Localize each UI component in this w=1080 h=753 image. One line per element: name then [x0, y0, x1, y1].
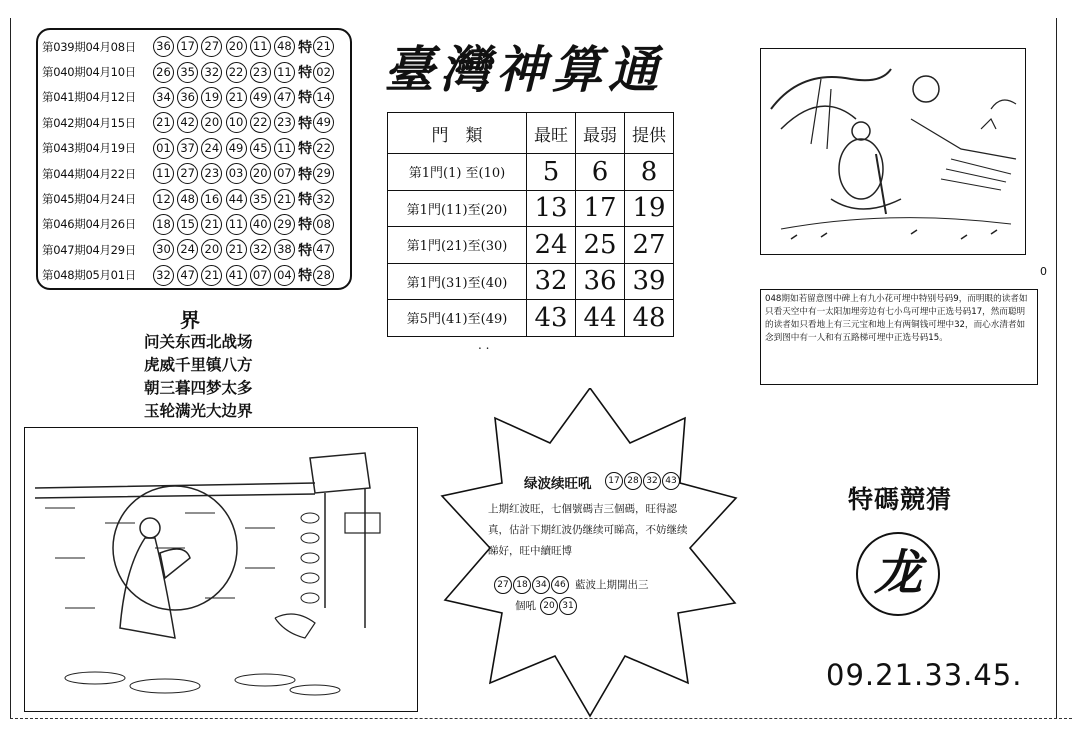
header-hottest: 最旺	[527, 113, 576, 154]
table-row	[388, 154, 674, 191]
table-row	[388, 263, 674, 300]
number-ball: 12	[153, 189, 174, 210]
special-number-ball: 14	[313, 87, 334, 108]
period-label: 第039期04月08日	[42, 39, 136, 54]
number-ball: 40	[250, 214, 271, 235]
number-ball: 30	[153, 239, 174, 260]
number-group-table	[387, 112, 674, 337]
special-label: 特	[298, 268, 313, 285]
row-weakest: 17	[576, 190, 625, 227]
number-ball: 21	[226, 87, 247, 108]
guess-numbers: 09.21.33.45.	[826, 658, 1023, 692]
number-ball: 41	[226, 265, 247, 286]
number-ball: 34	[153, 87, 174, 108]
number-ball: 21	[226, 239, 247, 260]
number-ball: 19	[201, 87, 222, 108]
number-ball: 15	[177, 214, 198, 235]
number-ball: 20	[540, 597, 558, 615]
number-ball: 35	[250, 189, 271, 210]
star-title: 绿波续旺吼	[524, 476, 592, 492]
period-label: 第045期04月24日	[42, 192, 136, 207]
period-label: 第040期04月10日	[42, 65, 136, 80]
row-hottest: 32	[527, 263, 576, 300]
number-ball: 35	[177, 62, 198, 83]
table-row	[388, 190, 674, 227]
poem-line: 朝三暮四梦太多	[144, 378, 253, 397]
row-hottest: 5	[527, 154, 576, 191]
number-ball: 03	[226, 163, 247, 184]
history-row	[42, 136, 350, 161]
row-hottest: 13	[527, 190, 576, 227]
row-hottest: 43	[527, 300, 576, 337]
special-number-ball: 02	[313, 62, 334, 83]
number-ball: 26	[153, 62, 174, 83]
number-ball: 22	[226, 62, 247, 83]
number-ball: 16	[201, 189, 222, 210]
history-row	[42, 59, 350, 84]
table-row	[388, 227, 674, 264]
number-ball: 32	[201, 62, 222, 83]
number-ball: 11	[274, 62, 295, 83]
number-ball: 01	[153, 138, 174, 159]
special-number-ball: 47	[313, 239, 334, 260]
special-label: 特	[298, 192, 313, 209]
number-ball: 11	[226, 214, 247, 235]
row-offered: 27	[625, 227, 674, 264]
number-ball: 21	[153, 112, 174, 133]
number-ball: 23	[274, 112, 295, 133]
star-balls-blue	[540, 595, 578, 615]
number-ball: 38	[274, 239, 295, 260]
number-ball: 20	[226, 36, 247, 57]
star-text-blue: 藍波上期開出三	[575, 579, 649, 591]
number-ball: 17	[177, 36, 198, 57]
number-ball: 20	[250, 163, 271, 184]
dots-mark: . .	[478, 338, 490, 352]
period-label: 第047期04月29日	[42, 242, 136, 257]
number-ball: 45	[250, 138, 271, 159]
special-guess-title: 特碼競猜	[848, 485, 953, 514]
history-row	[42, 263, 350, 288]
number-ball: 27	[494, 576, 512, 594]
period-label: 第043期04月19日	[42, 141, 136, 156]
number-ball: 46	[551, 576, 569, 594]
bottom-dashed-line	[10, 718, 1072, 719]
number-ball: 18	[153, 214, 174, 235]
header-category: 門 類	[388, 113, 527, 154]
special-number-ball: 08	[313, 214, 334, 235]
number-ball: 44	[226, 189, 247, 210]
table-row	[388, 300, 674, 337]
number-ball: 34	[532, 576, 550, 594]
poem-line: 虎威千里镇八方	[144, 355, 253, 374]
number-ball: 48	[177, 189, 198, 210]
row-weakest: 25	[576, 227, 625, 264]
number-ball: 07	[250, 265, 271, 286]
period-label: 第042期04月15日	[42, 115, 136, 130]
history-row	[42, 186, 350, 211]
period-label: 第048期05月01日	[42, 268, 136, 283]
poem-line: 玉轮满光大边界	[144, 401, 253, 420]
number-ball: 24	[201, 138, 222, 159]
number-ball: 21	[201, 265, 222, 286]
number-ball: 43	[662, 472, 680, 490]
row-label: 第1門(1) 至(10)	[388, 154, 527, 191]
number-ball: 22	[250, 112, 271, 133]
row-hottest: 24	[527, 227, 576, 264]
number-ball: 49	[226, 138, 247, 159]
number-ball: 47	[177, 265, 198, 286]
number-ball: 36	[153, 36, 174, 57]
number-ball: 11	[274, 138, 295, 159]
number-ball: 20	[201, 112, 222, 133]
number-ball: 07	[274, 163, 295, 184]
wall-illustration	[24, 427, 418, 712]
special-label: 特	[298, 217, 313, 234]
special-number-ball: 22	[313, 138, 334, 159]
history-row	[42, 161, 350, 186]
period-label: 第044期04月22日	[42, 166, 136, 181]
zodiac-circle: 龙	[856, 532, 940, 616]
number-ball: 04	[274, 265, 295, 286]
number-ball: 11	[153, 163, 174, 184]
page-title: 臺灣神算通	[384, 40, 664, 99]
number-ball: 21	[274, 189, 295, 210]
star-balls-red	[494, 574, 570, 594]
row-label: 第1門(31)至(40)	[388, 263, 527, 300]
number-ball: 49	[250, 87, 271, 108]
draw-history-box	[36, 28, 352, 290]
row-weakest: 44	[576, 300, 625, 337]
row-offered: 39	[625, 263, 674, 300]
number-ball: 11	[250, 36, 271, 57]
number-ball: 23	[250, 62, 271, 83]
star-text: 上期红波旺，七個號碼吉三個碼，旺得認真，估計下期红波仍继续可睇高，不妨继续睇好，旺中續旺博	[488, 503, 688, 557]
row-offered: 48	[625, 300, 674, 337]
number-ball: 27	[177, 163, 198, 184]
hint-description: 048期如若留意图中碑上有九小花可埋中特别号码9，而明眼的读者如只看天空中有一太阳加埋旁边有七小鸟可埋中正选号码17，然而聪明的读者如只看地上有三元宝和地上有两铜钱可埋中32，而心水清者如念到图中有一人和有五路梯可埋中正选号码15。	[760, 289, 1038, 385]
table-header-row	[388, 113, 674, 154]
special-label: 特	[298, 141, 313, 158]
history-row	[42, 34, 350, 59]
sage-illustration	[760, 48, 1026, 255]
row-label: 第1門(11)至(20)	[388, 190, 527, 227]
number-ball: 20	[201, 239, 222, 260]
row-label: 第5門(41)至(49)	[388, 300, 527, 337]
special-number-ball: 21	[313, 36, 334, 57]
number-ball: 36	[177, 87, 198, 108]
number-ball: 21	[201, 214, 222, 235]
star-text-blue-end: 個吼	[515, 600, 536, 612]
special-number-ball: 29	[313, 163, 334, 184]
number-ball: 42	[177, 112, 198, 133]
number-ball: 32	[250, 239, 271, 260]
period-label: 第041期04月12日	[42, 90, 136, 105]
row-offered: 19	[625, 190, 674, 227]
row-offered: 8	[625, 154, 674, 191]
history-row	[42, 237, 350, 262]
star-balls-green	[605, 470, 681, 490]
number-ball: 18	[513, 576, 531, 594]
special-label: 特	[298, 65, 313, 82]
number-ball: 10	[226, 112, 247, 133]
edge-mark: 0	[1040, 265, 1047, 278]
number-ball: 24	[177, 239, 198, 260]
number-ball: 48	[274, 36, 295, 57]
header-weakest: 最弱	[576, 113, 625, 154]
number-ball: 29	[274, 214, 295, 235]
history-row	[42, 110, 350, 135]
special-label: 特	[298, 39, 313, 56]
row-weakest: 6	[576, 154, 625, 191]
special-label: 特	[298, 115, 313, 132]
special-label: 特	[298, 242, 313, 259]
number-ball: 17	[605, 472, 623, 490]
number-ball: 37	[177, 138, 198, 159]
header-offered: 提供	[625, 113, 674, 154]
special-number-ball: 49	[313, 112, 334, 133]
number-ball: 27	[201, 36, 222, 57]
poem	[144, 330, 253, 422]
number-ball: 28	[624, 472, 642, 490]
special-number-ball: 32	[313, 189, 334, 210]
poem-line: 问关东西北战场	[144, 332, 253, 351]
history-row	[42, 212, 350, 237]
special-label: 特	[298, 90, 313, 107]
number-ball: 23	[201, 163, 222, 184]
row-label: 第1門(21)至(30)	[388, 227, 527, 264]
number-ball: 32	[153, 265, 174, 286]
row-weakest: 36	[576, 263, 625, 300]
special-number-ball: 28	[313, 265, 334, 286]
history-row	[42, 85, 350, 110]
period-label: 第046期04月26日	[42, 217, 136, 232]
special-label: 特	[298, 166, 313, 183]
number-ball: 47	[274, 87, 295, 108]
poem-title: 界	[180, 308, 200, 332]
number-ball: 31	[559, 597, 577, 615]
number-ball: 32	[643, 472, 661, 490]
